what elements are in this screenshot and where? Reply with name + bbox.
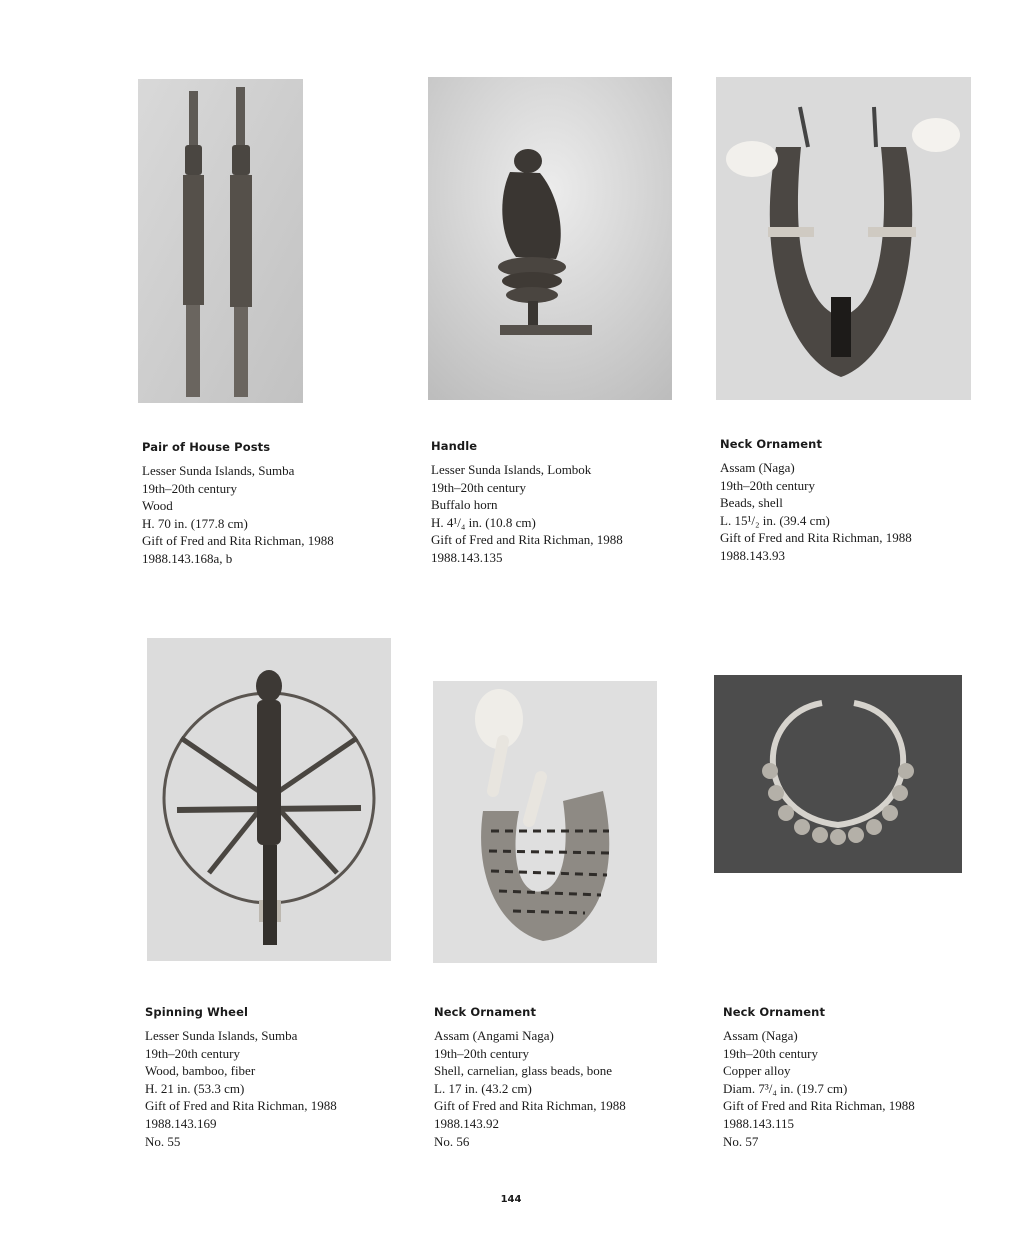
object-origin: Assam (Naga) [723, 1028, 798, 1043]
caption-neck-ornament-copper [723, 1005, 993, 1150]
object-accession: 1988.143.169 [145, 1115, 217, 1131]
object-medium: Copper alloy [723, 1063, 791, 1079]
object-date: 19th–20th century [720, 477, 815, 493]
object-date: 19th–20th century [723, 1045, 818, 1061]
object-catalogue-number: No. 56 [434, 1133, 470, 1149]
object-origin: Assam (Angami Naga) [434, 1028, 554, 1043]
object-dimensions: Diam. 7³/₄ in. (19.7 cm) [723, 1080, 848, 1096]
object-medium: Shell, carnelian, glass beads, bone [434, 1063, 612, 1079]
object-title: Neck Ornament [434, 1005, 537, 1019]
object-origin: Assam (Naga) [720, 460, 795, 475]
object-title: Neck Ornament [720, 437, 823, 451]
object-credit: Gift of Fred and Rita Richman, 1988 [142, 533, 334, 549]
object-medium: Wood [142, 498, 173, 514]
caption-neck-ornament-angami [434, 1005, 704, 1150]
object-title: Neck Ornament [723, 1005, 826, 1019]
caption-house-posts [142, 440, 412, 568]
object-dimensions: H. 70 in. (177.8 cm) [142, 515, 248, 531]
object-origin: Lesser Sunda Islands, Sumba [142, 463, 295, 478]
object-accession: 1988.143.92 [434, 1115, 499, 1131]
object-accession: 1988.143.168a, b [142, 550, 233, 566]
object-dimensions: H. 21 in. (53.3 cm) [145, 1080, 245, 1096]
object-date: 19th–20th century [431, 479, 526, 495]
object-credit: Gift of Fred and Rita Richman, 1988 [723, 1098, 915, 1114]
object-credit: Gift of Fred and Rita Richman, 1988 [720, 530, 912, 546]
object-medium: Buffalo horn [431, 497, 498, 513]
neck-ornament-angami-photo [433, 681, 657, 963]
object-accession: 1988.143.93 [720, 547, 785, 563]
page-number: 144 [500, 1194, 522, 1205]
caption-spinning-wheel [145, 1005, 415, 1150]
neck-ornament-copper-photo [714, 675, 962, 873]
object-credit: Gift of Fred and Rita Richman, 1988 [145, 1098, 337, 1114]
object-date: 19th–20th century [145, 1045, 240, 1061]
caption-handle [431, 439, 701, 567]
object-credit: Gift of Fred and Rita Richman, 1988 [434, 1098, 626, 1114]
object-dimensions: H. 4¹/₄ in. (10.8 cm) [431, 514, 536, 530]
object-accession: 1988.143.115 [723, 1115, 795, 1131]
handle-photo [428, 77, 672, 400]
object-date: 19th–20th century [142, 480, 237, 496]
object-title: Pair of House Posts [142, 440, 271, 454]
object-origin: Lesser Sunda Islands, Lombok [431, 462, 592, 477]
object-medium: Wood, bamboo, fiber [145, 1063, 256, 1079]
object-title: Spinning Wheel [145, 1005, 249, 1019]
object-credit: Gift of Fred and Rita Richman, 1988 [431, 532, 623, 548]
caption-neck-ornament-beads [720, 437, 990, 565]
object-catalogue-number: No. 57 [723, 1133, 759, 1149]
object-title: Handle [431, 439, 478, 453]
spinning-wheel-photo [147, 638, 391, 961]
house-posts-photo [138, 79, 303, 403]
object-accession: 1988.143.135 [431, 549, 503, 565]
object-medium: Beads, shell [720, 495, 783, 511]
neck-ornament-beads-photo [716, 77, 971, 400]
object-dimensions: L. 17 in. (43.2 cm) [434, 1080, 532, 1096]
object-origin: Lesser Sunda Islands, Sumba [145, 1028, 298, 1043]
object-catalogue-number: No. 55 [145, 1133, 181, 1149]
object-dimensions: L. 15¹/₂ in. (39.4 cm) [720, 512, 830, 528]
object-date: 19th–20th century [434, 1045, 529, 1061]
